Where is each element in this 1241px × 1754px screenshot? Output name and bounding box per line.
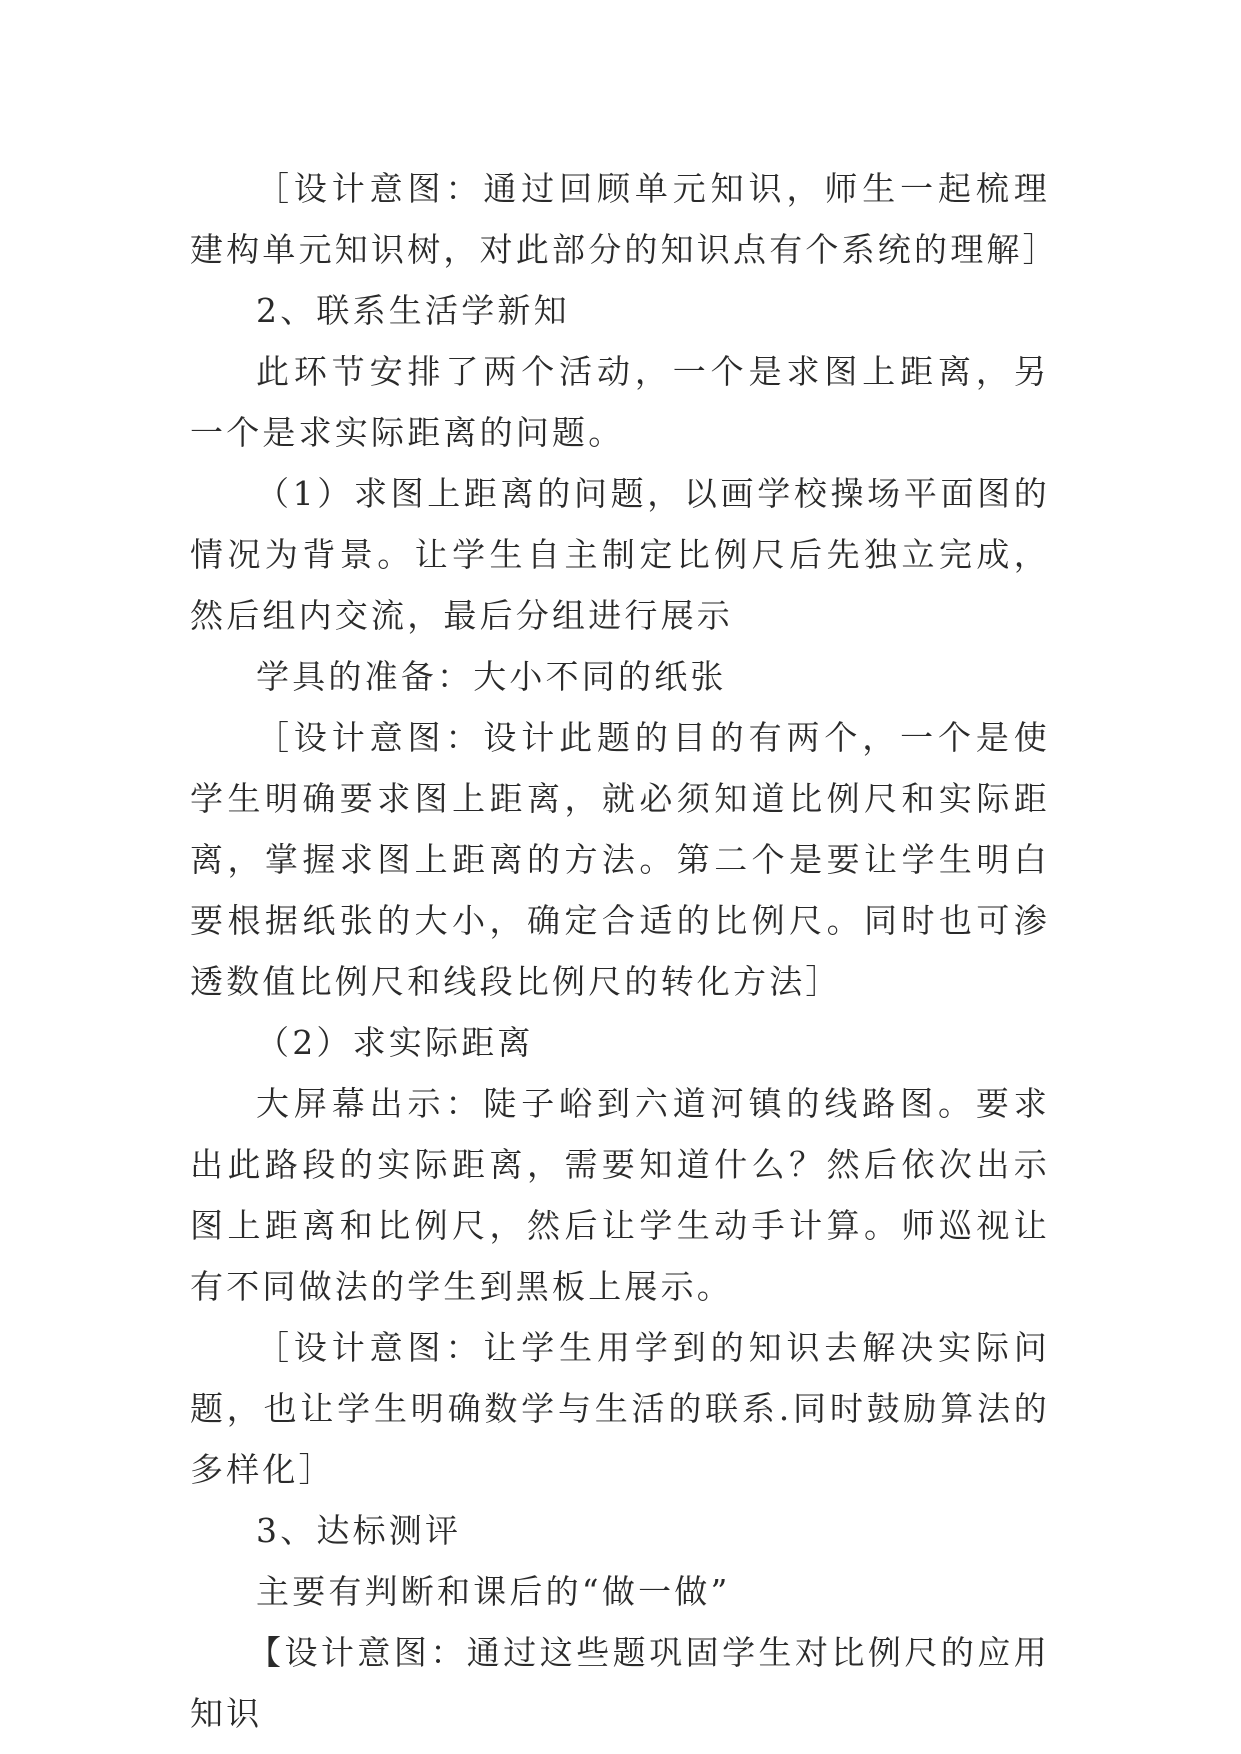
paragraph-activity-1: （1）求图上距离的问题，以画学校操场平面图的情况为背景。让学生自主制定比例尺后先独立完成，然后组内交流，最后分组进行展示 [190,474,1050,635]
paragraph-two-activities: 此环节安排了两个活动，一个是求图上距离，另一个是求实际距离的问题。 [190,352,1050,452]
paragraph-activity-2: 大屏幕出示：陡子峪到六道河镇的线路图。要求出此路段的实际距离，需要知道什么？然后依次出示图上距离和比例尺，然后让学生动手计算。师巡视让有不同做法的学生到黑板上展示。 [190,1084,1050,1306]
paragraph-design-intent-assessment: 【设计意图：通过这些题巩固学生对比例尺的应用知识 [190,1633,1050,1733]
document-body [190,158,1059,1744]
paragraph-design-intent-review: ［设计意图：通过回顾单元知识，师生一起梳理建构单元知识树，对此部分的知识点有个系统的理解］ [190,169,1059,269]
paragraph-design-intent-activity-2: ［设计意图：让学生用学到的知识去解决实际问题，也让学生明确数学与生活的联系.同时鼓励算法的多样化］ [190,1328,1050,1489]
heading-section-3: 3、达标测评 [256,1511,462,1550]
paragraph-materials: 学具的准备：大小不同的纸张 [256,657,727,696]
heading-section-2: 2、联系生活学新知 [256,291,570,330]
heading-activity-2: （2）求实际距离 [256,1023,534,1062]
paragraph-design-intent-activity-1: ［设计意图：设计此题的目的有两个，一个是使学生明确要求图上距离，就必须知道比例尺和实际距离，掌握求图上距离的方法。第二个是要让学生明白要根据纸张的大小，确定合适的比例尺。同时也可渗透数值比例尺和线段比例尺的转化方法］ [190,718,1050,1001]
paragraph-assessment: 主要有判断和课后的“做一做” [256,1572,731,1611]
